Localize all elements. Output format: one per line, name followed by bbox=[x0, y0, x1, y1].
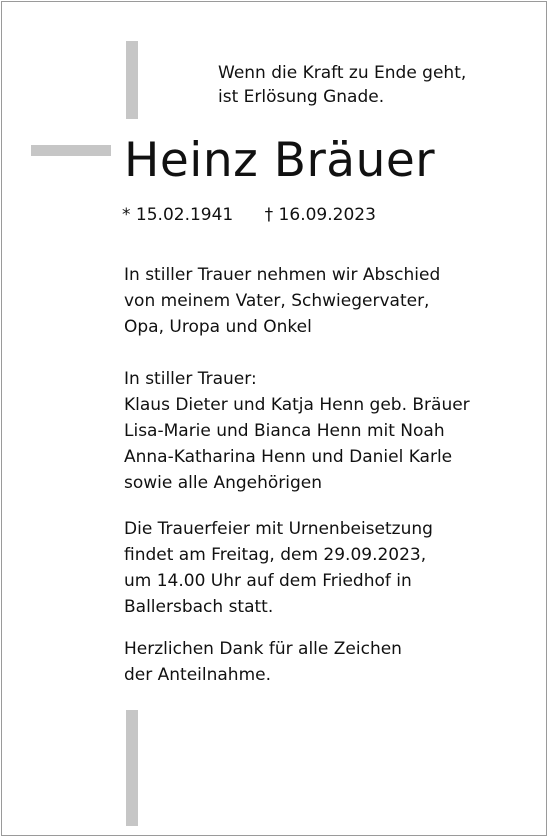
mourner-line: Klaus Dieter und Katja Henn geb. Bräuer bbox=[124, 395, 470, 415]
motto-line: ist Erlösung Gnade. bbox=[218, 87, 385, 107]
cross-arm-icon bbox=[31, 145, 111, 156]
mourners-heading: In stiller Trauer: bbox=[124, 369, 257, 389]
mourner-line: Lisa-Marie und Bianca Henn mit Noah bbox=[124, 421, 445, 441]
mourners-list bbox=[124, 366, 470, 496]
thanks-text bbox=[124, 636, 402, 688]
birth-date: * 15.02.1941 bbox=[122, 205, 234, 225]
life-dates bbox=[122, 203, 376, 227]
service-line: Ballersbach statt. bbox=[124, 597, 274, 617]
cross-vertical-top-icon bbox=[126, 41, 138, 119]
motto-line: Wenn die Kraft zu Ende geht, bbox=[218, 63, 467, 83]
thanks-line: Herzlichen Dank für alle Zeichen bbox=[124, 639, 402, 659]
thanks-line: der Anteilnahme. bbox=[124, 665, 272, 685]
service-line: findet am Freitag, dem 29.09.2023, bbox=[124, 545, 427, 565]
service-info bbox=[124, 516, 433, 620]
farewell-text bbox=[124, 262, 440, 340]
cross-vertical-bottom-icon bbox=[126, 710, 138, 826]
mourner-line: sowie alle Angehörigen bbox=[124, 473, 323, 493]
deceased-name: Heinz Bräuer bbox=[124, 133, 436, 188]
farewell-line: von meinem Vater, Schwiegervater, bbox=[124, 291, 430, 311]
death-date: † 16.09.2023 bbox=[264, 205, 376, 225]
service-line: Die Trauerfeier mit Urnenbeisetzung bbox=[124, 519, 433, 539]
mourner-line: Anna-Katharina Henn und Daniel Karle bbox=[124, 447, 453, 467]
farewell-line: In stiller Trauer nehmen wir Abschied bbox=[124, 265, 441, 285]
service-line: um 14.00 Uhr auf dem Friedhof in bbox=[124, 571, 412, 591]
farewell-line: Opa, Uropa und Onkel bbox=[124, 317, 312, 337]
motto bbox=[218, 61, 466, 109]
